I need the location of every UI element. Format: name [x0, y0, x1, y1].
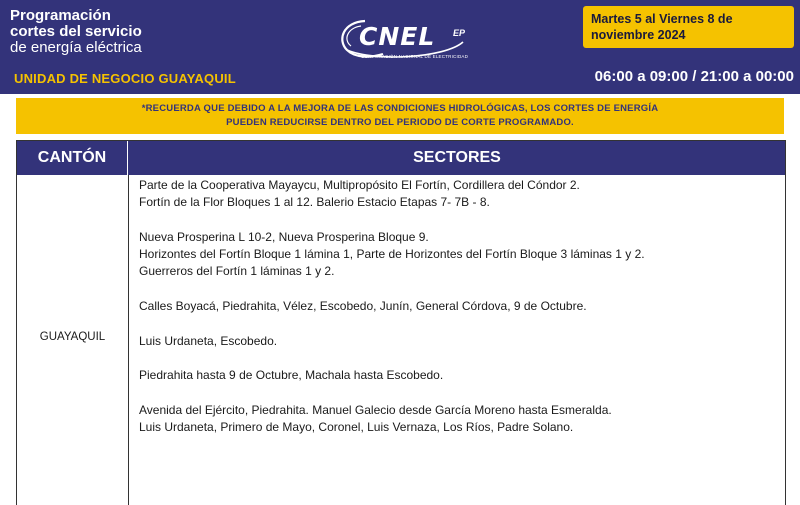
logo-subtitle: CORPORACIÓN NACIONAL DE ELECTRICIDAD [361, 54, 469, 59]
sector-line: Calles Boyacá, Piedrahita, Vélez, Escobedo, Junín, General Córdova, 9 de Octubre. [139, 299, 587, 314]
sector-group [139, 229, 779, 281]
notice-line-2: PUEDEN REDUCIRSE DENTRO DEL PERIODO DE CORTE PROGRAMADO. [226, 117, 574, 128]
sector-group [139, 367, 779, 384]
business-unit-label: UNIDAD DE NEGOCIO GUAYAQUIL [14, 71, 236, 86]
notice-banner [16, 98, 784, 134]
sector-group [139, 177, 779, 212]
title-line-3: de energía eléctrica [10, 39, 142, 56]
sector-line: Nueva Prosperina L 10-2, Nueva Prosperina Bloque 9. [139, 229, 429, 244]
header-banner [0, 0, 800, 94]
date-line-1: Martes 5 al Viernes 8 de [591, 12, 733, 26]
sector-line: Fortín de la Flor Bloques 1 al 12. Balerio Estacio Etapas 7- 7B - 8. [139, 195, 490, 210]
date-range-badge [583, 6, 794, 48]
logo-text: CNEL [359, 22, 436, 51]
column-divider [128, 175, 129, 505]
title-line-2: cortes del servicio [10, 23, 142, 40]
sector-line: Parte de la Cooperativa Mayaycu, Multipropósito El Fortín, Cordillera del Cóndor 2. [139, 178, 580, 192]
sector-line: Luis Urdaneta, Primero de Mayo, Coronel, Luis Vernaza, Los Ríos, Padre Solano. [139, 420, 574, 435]
page-title [10, 8, 142, 56]
canton-name: GUAYAQUIL [39, 331, 106, 343]
notice-line-1: *RECUERDA QUE DEBIDO A LA MEJORA DE LAS CONDICIONES HIDROLÓGICAS, LOS CORTES DE ENERGÍA [141, 103, 659, 114]
outage-hours: 06:00 a 09:00 / 21:00 a 00:00 [594, 68, 794, 85]
sector-group [139, 333, 779, 350]
column-header-sectors: SECTORES [413, 149, 501, 166]
sector-group [139, 298, 779, 315]
sector-line: Guerreros del Fortín 1 láminas 1 y 2. [139, 264, 335, 279]
cnel-logo [335, 16, 485, 64]
sector-line: Horizontes del Fortín Bloque 1 lámina 1, Parte de Horizontes del Fortín Bloque 3 láminas 1 y 2. [139, 247, 645, 262]
column-header-canton: CANTÓN [17, 141, 128, 175]
title-line-1: Programación [10, 7, 111, 24]
canton-cell [17, 175, 128, 505]
logo-suffix: EP [453, 28, 466, 38]
sector-line: Piedrahita hasta 9 de Octubre, Machala hasta Escobedo. [139, 368, 444, 383]
table-header [17, 141, 785, 175]
sector-line: Avenida del Ejército, Piedrahita. Manuel Galecio desde García Moreno hasta Esmeralda. [139, 402, 612, 417]
outage-table [16, 140, 786, 505]
sector-line: Luis Urdaneta, Escobedo. [139, 333, 278, 348]
sector-group [139, 402, 779, 437]
sectors-cell [139, 177, 779, 454]
date-line-2: noviembre 2024 [591, 28, 686, 42]
